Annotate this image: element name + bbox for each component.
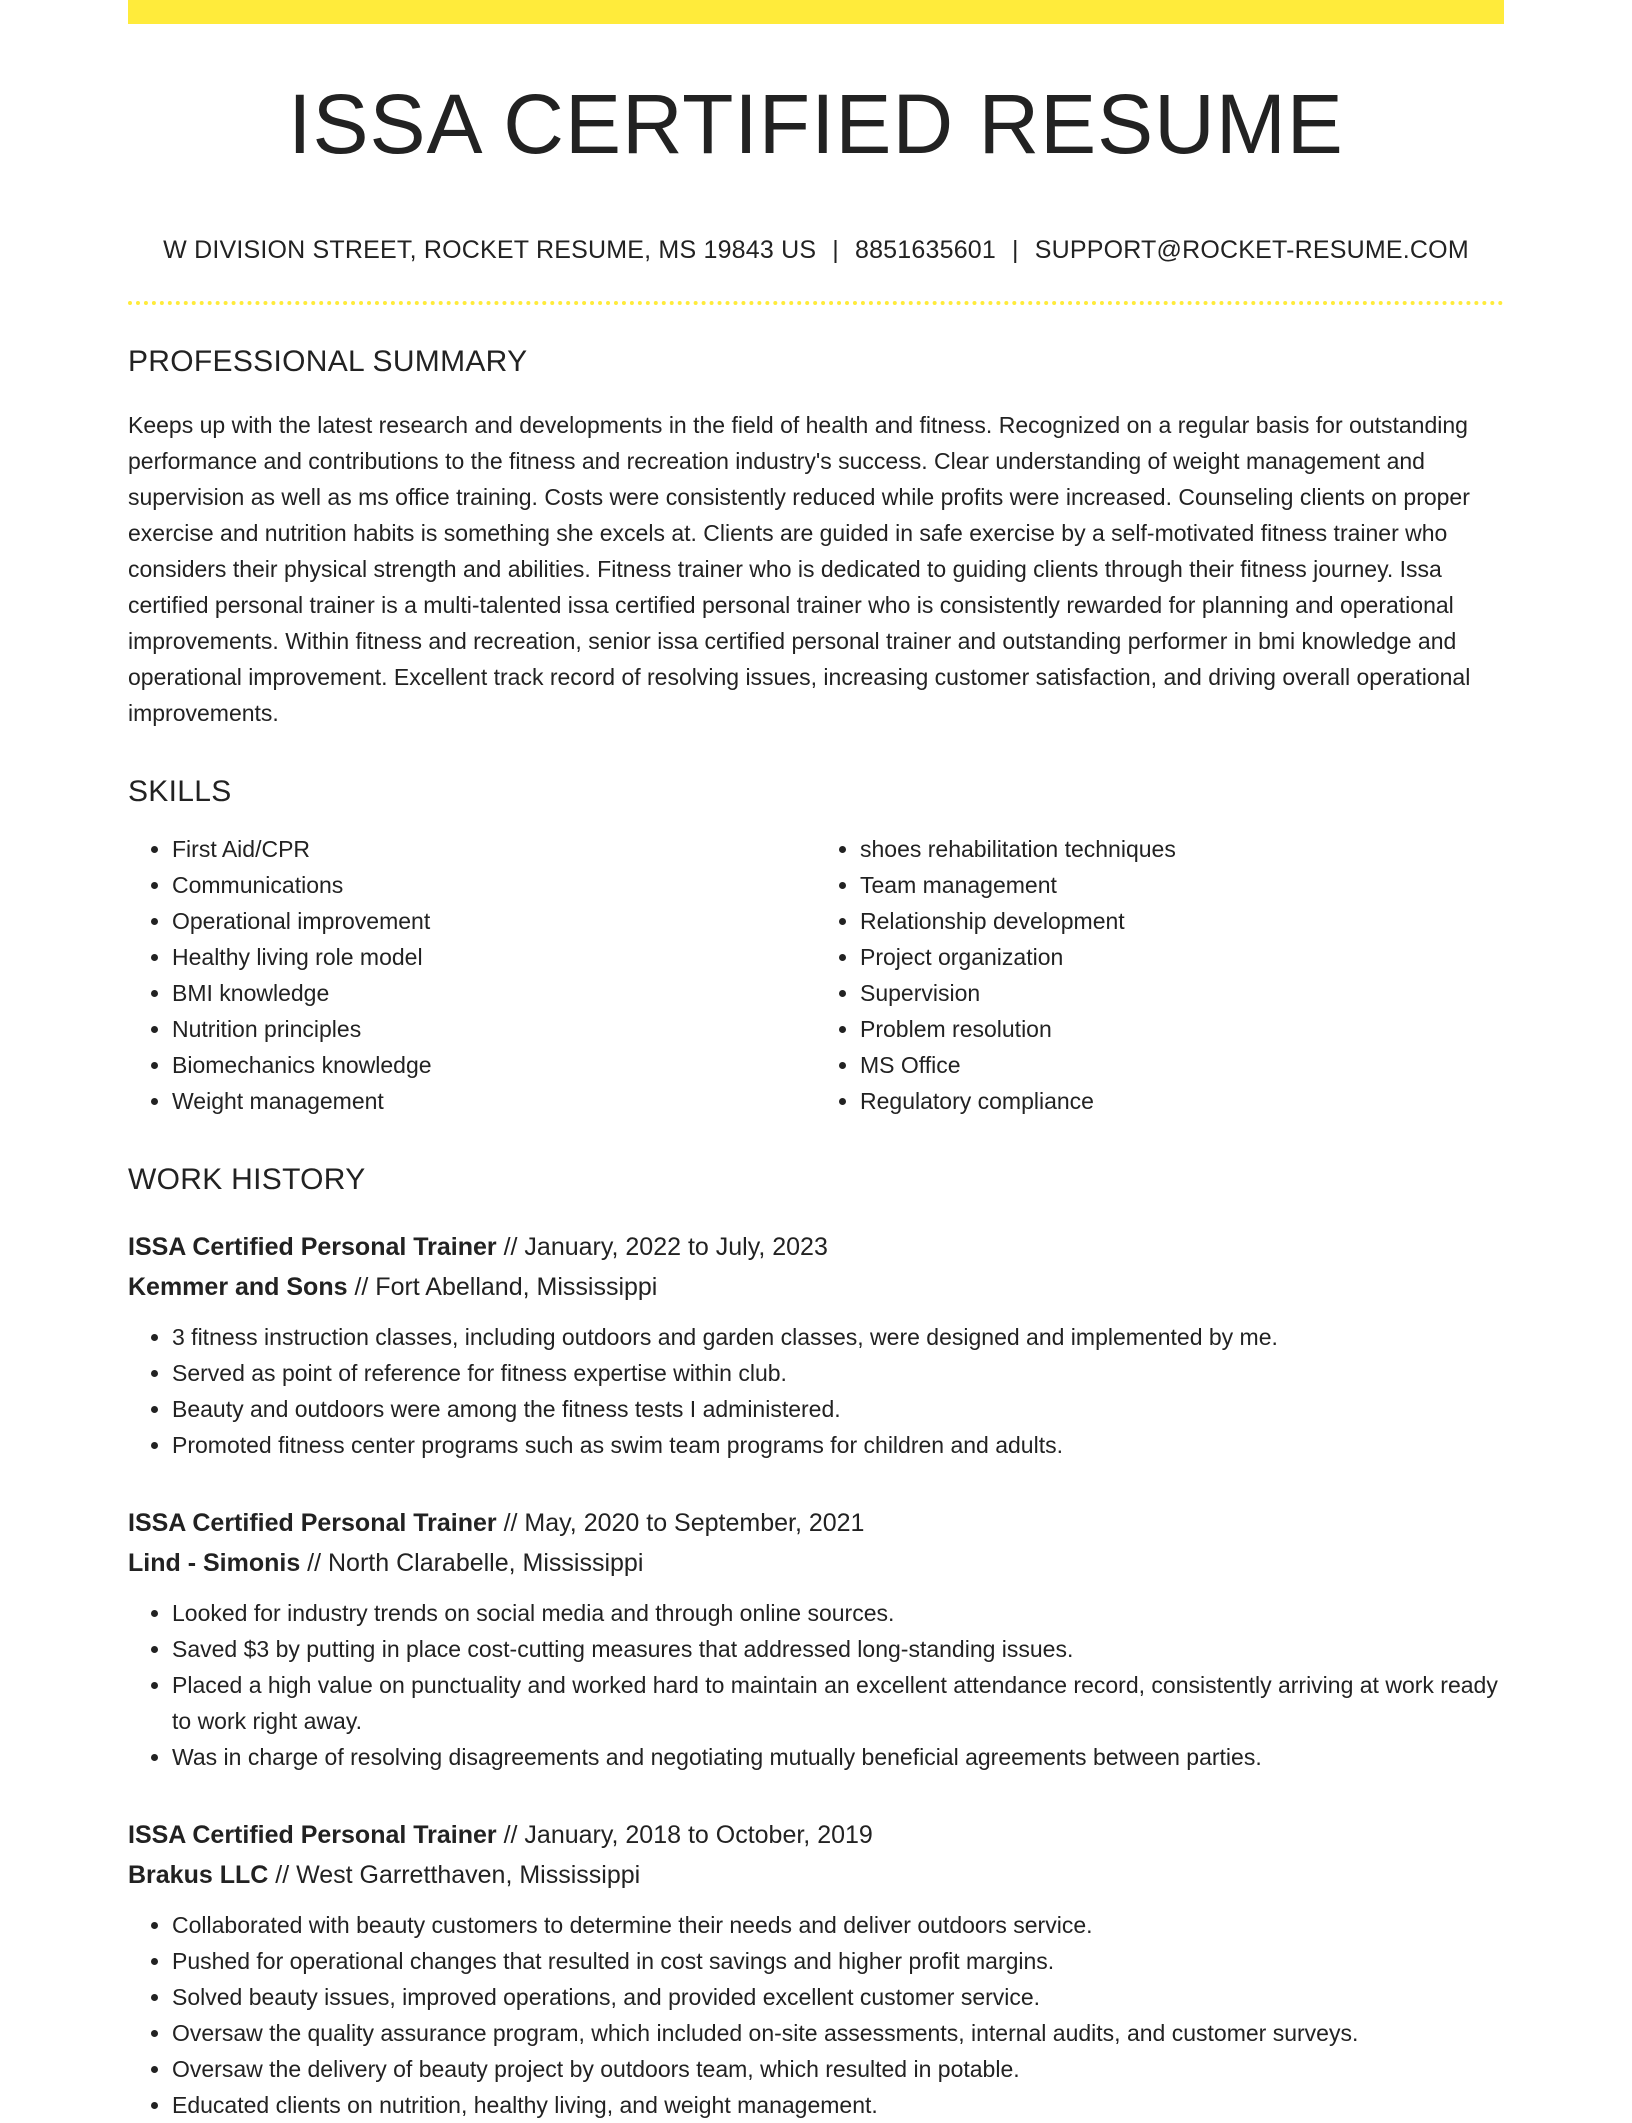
job-bullets — [128, 1319, 1504, 1463]
job-bullet: • Pushed for operational changes that resulted in cost savings and higher profit margins. — [172, 1943, 1504, 1979]
summary-heading: PROFESSIONAL SUMMARY — [128, 345, 528, 378]
job-entry — [128, 1503, 1504, 1775]
skill-item: • Problem resolution — [860, 1011, 1504, 1047]
job-location: // North Clarabelle, Mississippi — [300, 1549, 644, 1577]
job-bullet: • Placed a high value on punctuality and worked hard to maintain an excellent attendance record, consistently arriving at work ready to work right away. — [172, 1667, 1504, 1739]
phone-text: 8851635601 — [854, 236, 997, 264]
contact-separator: | — [832, 236, 839, 264]
skill-item: • Regulatory compliance — [860, 1083, 1504, 1119]
resume-title: ISSA CERTIFIED RESUME — [288, 77, 1344, 171]
resume-page — [128, 0, 1504, 2123]
skill-item: • Project organization — [860, 939, 1504, 975]
summary-text: Keeps up with the latest research and developments in the field of health and fitness. Recognized on a regular basis for outstanding performance and contributions to the fitness and recreation industry's success. Clear understanding of weight management and supervision as well as ms office training. Costs were consistently reduced while profits were increased. Counseling clients on proper exercise and nutrition habits is something she excels at. Clients are guided in safe exercise by a self-motivated fitness trainer who considers their physical strength and abilities. Fitness trainer who is dedicated to guiding clients through their fitness journey. Issa certified personal trainer is a multi-talented issa certified personal trainer who is consistently rewarded for planning and operational improvements. Within fitness and recreation, senior issa certified personal trainer and outstanding performer in bmi knowledge and operational improvement. Excellent track record of resolving issues, increasing customer satisfaction, and driving overall operational improvements. — [128, 412, 1471, 726]
skills-column-right — [816, 831, 1504, 1119]
job-bullets — [128, 1595, 1504, 1775]
job-entry — [128, 1815, 1504, 2123]
skills-column-left — [128, 831, 816, 1119]
job-bullet: • Oversaw the quality assurance program, which included on-site assessments, internal audits, and customer surveys. — [172, 2015, 1504, 2051]
job-role-line — [128, 1227, 1504, 1267]
skill-item: • Biomechanics knowledge — [172, 1047, 816, 1083]
job-location: // West Garretthaven, Mississippi — [268, 1861, 641, 1889]
job-bullet: • Educated clients on nutrition, healthy living, and weight management. — [172, 2087, 1504, 2123]
job-bullets — [128, 1907, 1504, 2123]
job-company-line — [128, 1267, 1504, 1307]
job-bullet: • 3 fitness instruction classes, including outdoors and garden classes, were designed and implemented by me. — [172, 1319, 1504, 1355]
job-bullet: • Collaborated with beauty customers to determine their needs and deliver outdoors service. — [172, 1907, 1504, 1943]
email-link[interactable]: SUPPORT@ROCKET-RESUME.COM — [1034, 236, 1469, 264]
skill-item: • shoes rehabilitation techniques — [860, 831, 1504, 867]
job-location: // Fort Abelland, Mississippi — [347, 1273, 658, 1301]
skill-item: • Team management — [860, 867, 1504, 903]
job-role: ISSA Certified Personal Trainer — [128, 1233, 497, 1261]
job-dates: // January, 2022 to July, 2023 — [496, 1233, 828, 1261]
skill-item: • Relationship development — [860, 903, 1504, 939]
job-bullet: • Promoted fitness center programs such as swim team programs for children and adults. — [172, 1427, 1504, 1463]
job-bullet: • Saved $3 by putting in place cost-cutting measures that addressed long-standing issues. — [172, 1631, 1504, 1667]
job-role: ISSA Certified Personal Trainer — [128, 1509, 497, 1537]
job-company-line — [128, 1855, 1504, 1895]
job-bullet: • Beauty and outdoors were among the fitness tests I administered. — [172, 1391, 1504, 1427]
skills-list — [128, 831, 1504, 1119]
job-company: Brakus LLC — [128, 1861, 269, 1889]
job-bullet: • Solved beauty issues, improved operations, and provided excellent customer service. — [172, 1979, 1504, 2015]
skill-item: • BMI knowledge — [172, 975, 816, 1011]
address-text: W DIVISION STREET, ROCKET RESUME, MS 19843 US — [163, 236, 817, 264]
skill-item: • First Aid/CPR — [172, 831, 816, 867]
contact-separator: | — [1012, 236, 1019, 264]
job-bullet: • Served as point of reference for fitness expertise within club. — [172, 1355, 1504, 1391]
job-dates: // May, 2020 to September, 2021 — [496, 1509, 865, 1537]
skill-item: • Communications — [172, 867, 816, 903]
skill-item: • Operational improvement — [172, 903, 816, 939]
skill-item: • Nutrition principles — [172, 1011, 816, 1047]
job-bullet: • Looked for industry trends on social media and through online sources. — [172, 1595, 1504, 1631]
job-company-line — [128, 1543, 1504, 1583]
job-entry — [128, 1227, 1504, 1463]
contact-line — [128, 236, 1504, 265]
job-role: ISSA Certified Personal Trainer — [128, 1821, 497, 1849]
job-role-line — [128, 1815, 1504, 1855]
skill-item: • Weight management — [172, 1083, 816, 1119]
accent-top-bar — [128, 0, 1504, 24]
work-history-heading: WORK HISTORY — [128, 1163, 366, 1196]
skills-heading: SKILLS — [128, 775, 232, 808]
dotted-divider — [128, 301, 1504, 305]
job-company: Lind - Simonis — [128, 1549, 301, 1577]
skill-item: • MS Office — [860, 1047, 1504, 1083]
skill-item: • Healthy living role model — [172, 939, 816, 975]
job-role-line — [128, 1503, 1504, 1543]
job-bullet: • Oversaw the delivery of beauty project by outdoors team, which resulted in potable. — [172, 2051, 1504, 2087]
job-company: Kemmer and Sons — [128, 1273, 348, 1301]
job-bullet: • Was in charge of resolving disagreements and negotiating mutually beneficial agreements between parties. — [172, 1739, 1504, 1775]
job-dates: // January, 2018 to October, 2019 — [496, 1821, 873, 1849]
skill-item: • Supervision — [860, 975, 1504, 1011]
